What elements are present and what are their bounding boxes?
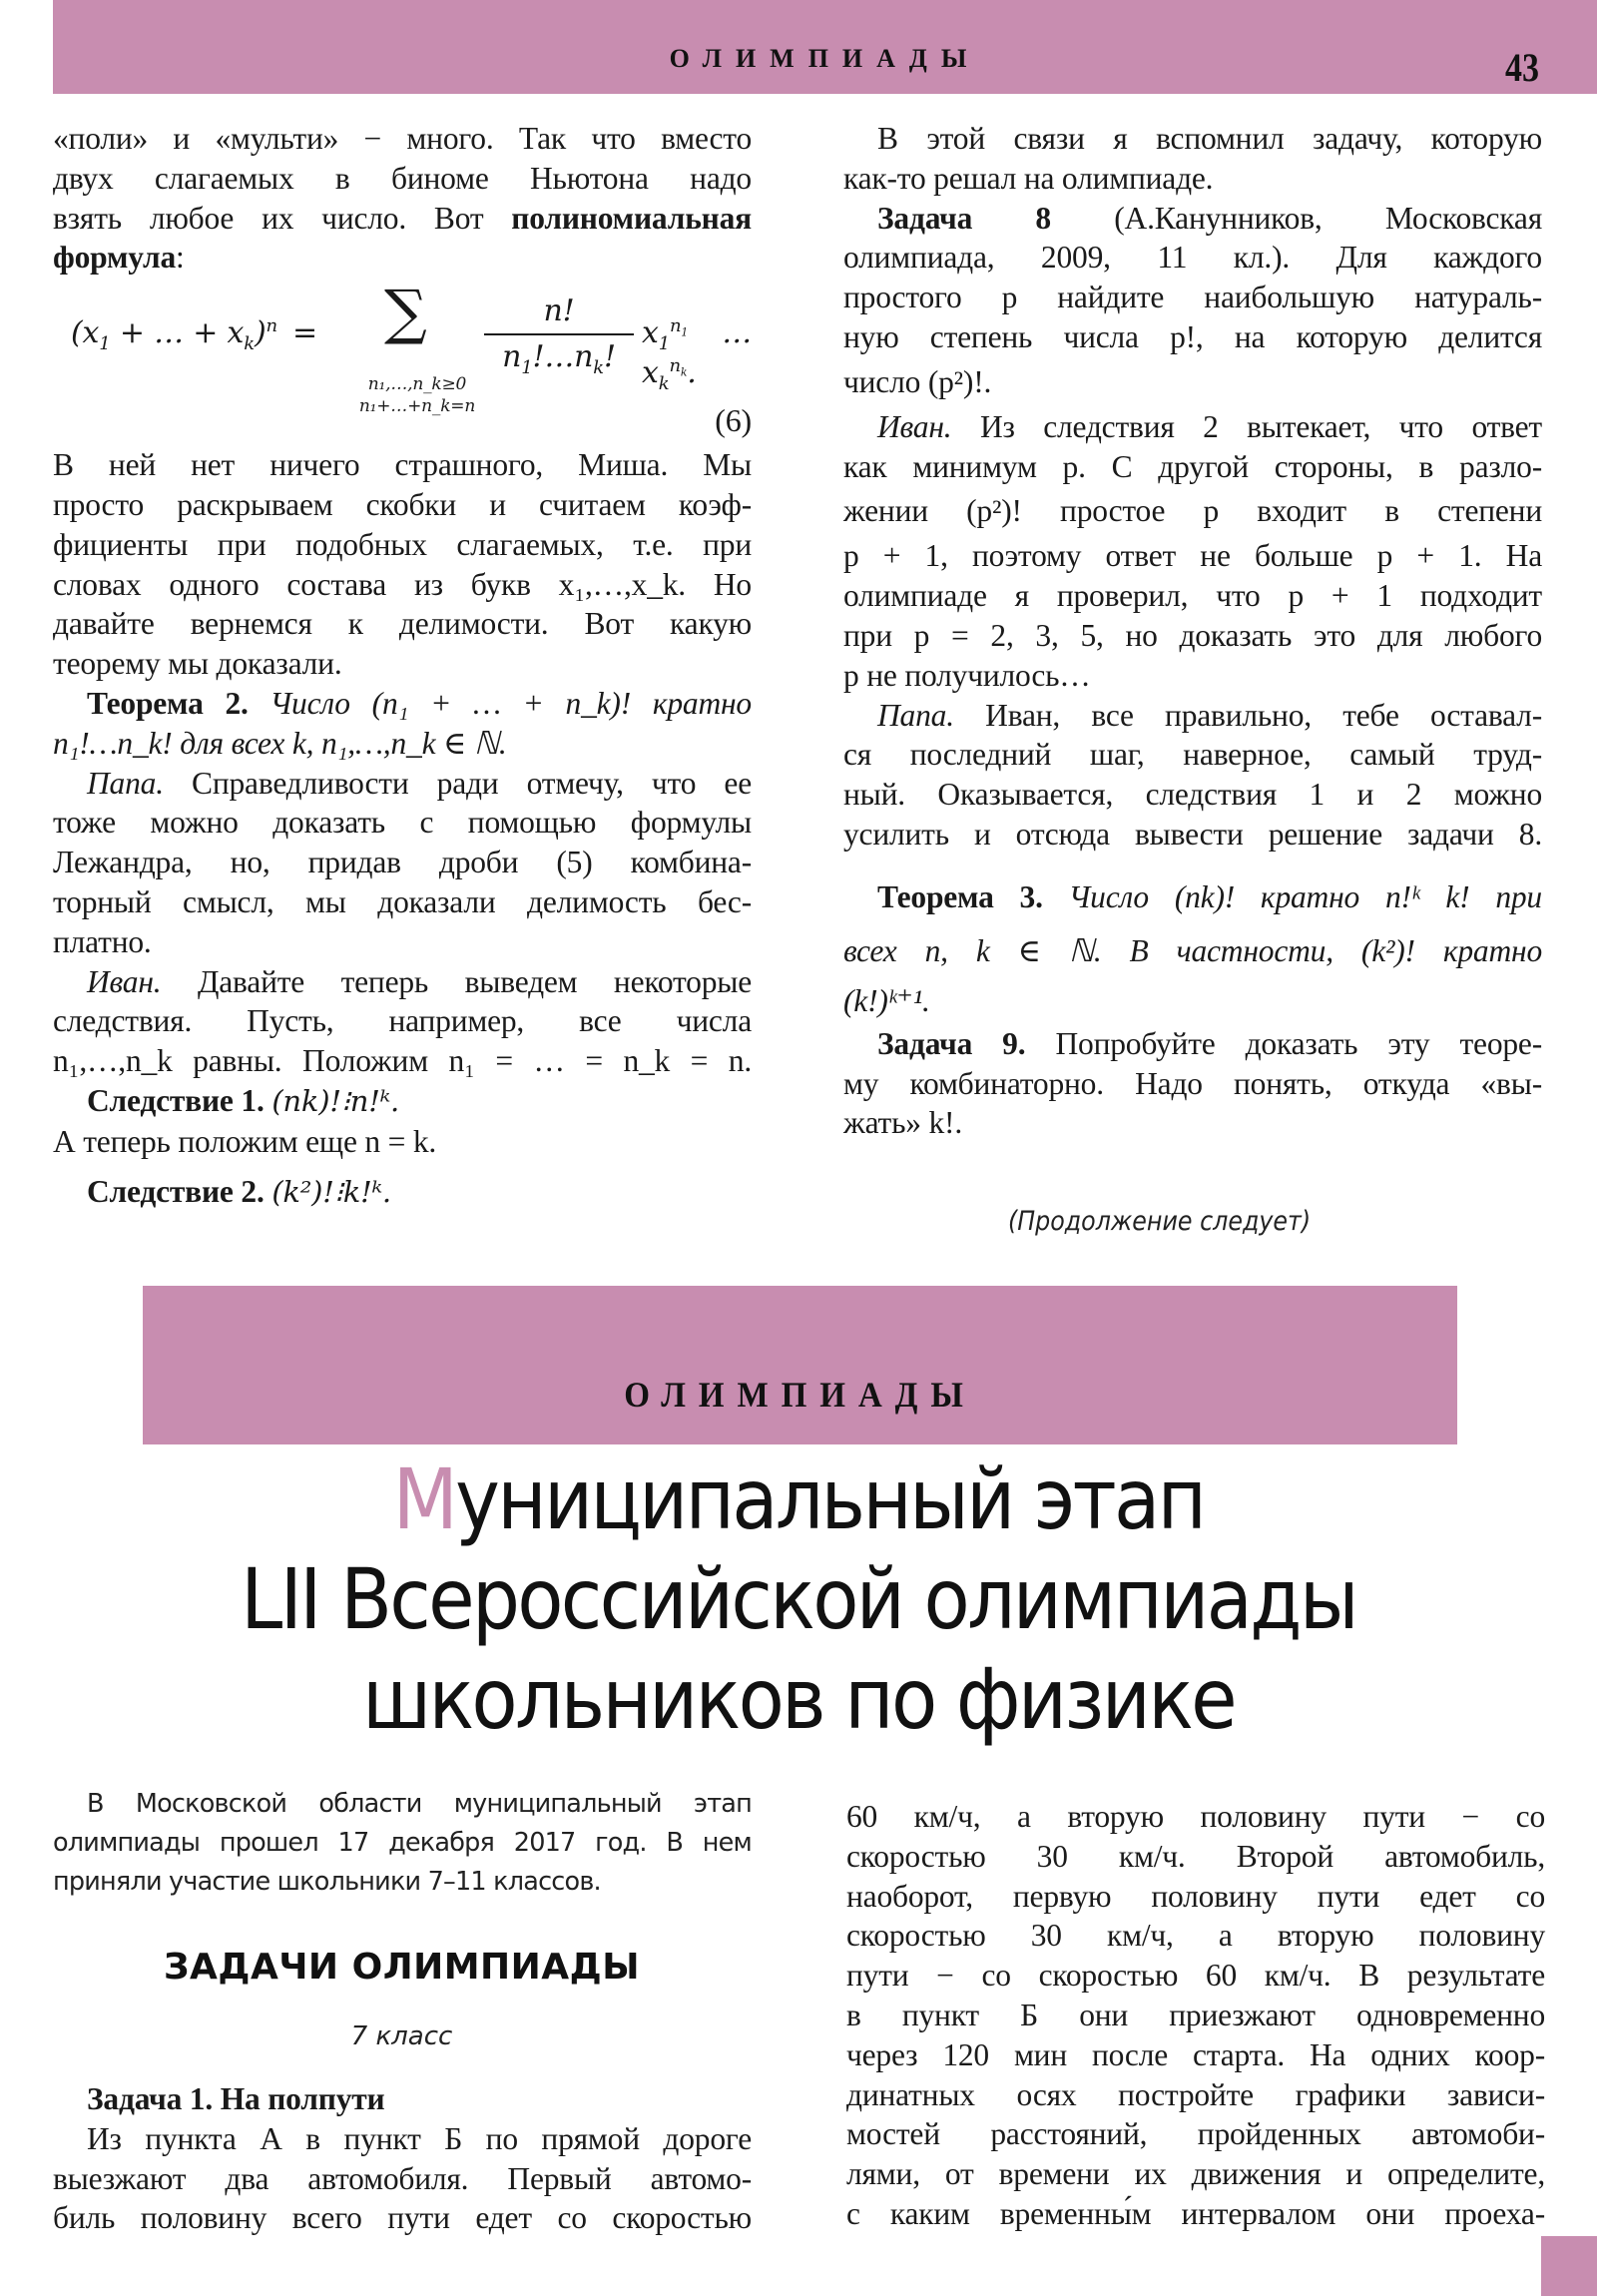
section-title: ОЛИМПИАДЫ [669,44,981,73]
text-line: следствия. Пусть, например, все числа [53,1003,752,1039]
dialogue-papa [843,696,1542,855]
title-initial: М [392,1450,456,1548]
formula-lhs: ($x_1$ + … + $x_k)^n$ [71,315,277,355]
task-1-body-cont [846,1797,1545,2234]
speaker-label: Папа. [87,765,164,801]
text-line: ный. Оказывается, следствия 1 и 2 можно [843,777,1542,813]
text-line: Справедливости ради отмечу, что ее [192,765,752,801]
text-line: биль половину всего пути едет со скоростью [53,2200,752,2236]
text-line: лями, от времени их движения и определите, [846,2156,1545,2192]
right-column-prev-article [843,119,1542,1143]
formula-equals: = [292,315,317,351]
page-corner-marker [1541,2236,1597,2296]
title-line-3: школьников по физике [361,1650,1236,1748]
denominator: $n_1!\dots n_k$! [502,338,616,378]
task-label: Задача 9. [877,1025,1026,1061]
text-line: просто раскрываем скобки и считаем коэф- [53,486,752,522]
text-line: через 120 мин после старта. На одних коор- [846,2036,1545,2072]
text-line: p не получилось… [843,657,1091,693]
text-line: выезжают два автомобиля. Первый автомо- [53,2160,752,2196]
text-line: му комбинаторно. Надо понять, откуда «вы- [843,1065,1542,1101]
text-line: как минимум p. С другой стороны, в разло- [843,448,1542,484]
title-text: униципальный этап [455,1450,1205,1548]
theorem-label: Теорема 3. [877,878,1043,914]
text-line: В этой связи я вспомнил задачу, которую [877,121,1542,156]
sum-limits [332,373,502,417]
text-line: p + 1, поэтому ответ не больше p + 1. На [843,538,1542,574]
text-line: А теперь положим еще n = k. [53,1123,437,1159]
text-line: ся последний шаг, наверное, самый труд- [843,737,1542,773]
theorem-text: Число (nk)! кратно n!ᵏ k! при [1068,878,1542,914]
limit-1: n₁,…,n_k≥0 [367,374,467,395]
text-line: олимпиаде я проверил, что p + 1 подходит [843,578,1542,614]
text-line: В ней нет ничего страшного, Миша. Мы [53,447,752,483]
task-1-body [53,2119,752,2238]
polynomial-formula [53,278,752,439]
text-line: пути − со скоростью 60 км/ч. В результате [846,1958,1545,1994]
corollary-label: Следствие 2. [87,1173,265,1209]
text-line: число (p²)!. [843,363,992,399]
text-line: В Московской области муниципальный этап [87,1789,752,1819]
text-line: Иван, все правильно, тебе оставал- [985,697,1542,733]
text-line: теорему мы доказали. [53,646,342,682]
text-line: скоростью 30 км/ч. Второй автомобиль, [846,1838,1545,1874]
sum-symbol: ∑ [384,278,427,348]
text-line: n₁,…,n_k равны. Положим n₁ = … = n_k = n. [53,1043,752,1079]
text-line: (А.Канунников, Московская [1114,200,1542,236]
text-line: простого p найдите наибольшую натураль- [843,280,1542,315]
task-title: Задача 1. На полпути [87,2081,385,2116]
left-column-prev-article [53,119,752,1212]
corollary-1 [53,1081,752,1122]
text-line: в пункт Б они приезжают одновременно [846,1997,1545,2032]
text-line: ную степень числа p!, на которую делится [843,318,1542,354]
corollary-formula: (k²)!⁝k!ᵏ. [271,1174,391,1209]
text-line: мостей расстояний, пройденных автомоби- [846,2116,1545,2152]
paragraph-polynomial [53,119,752,278]
dialogue-ivan [843,407,1542,696]
limit-2: n₁+…+n_k=n [358,396,476,417]
speaker-label: Папа. [877,697,954,733]
title-line-2: LII Всероссийской олимпиады [241,1550,1356,1648]
article-intro [53,1785,752,1902]
tasks-heading: ЗАДАЧИ ОЛИМПИАДЫ [163,1947,641,1988]
section-title: ОЛИМПИАДЫ [624,1375,976,1415]
corollary-label: Следствие 1. [87,1082,265,1118]
numerator: n! [484,291,634,335]
page-number: 43 [1505,45,1539,90]
title-line-1 [80,1449,1517,1549]
term-bold: полиномиальная [511,200,752,236]
grade-heading: 7 класс [350,2021,453,2051]
theorem-3 [843,870,1542,1024]
theorem-text: n₁!…n_k! для всех k, n₁,…,n_k ∈ ℕ. [53,725,507,761]
text-line: Попробуйте доказать эту теоре- [1055,1025,1543,1061]
theorem-label: Теорема 2. [87,685,249,721]
task-9 [843,1024,1542,1143]
text-line: наоборот, первую половину пути едет со [846,1878,1545,1914]
corollary-2 [53,1172,752,1213]
text-line: олимпиада, 2009, 11 кл.). Для каждого [843,240,1542,276]
text-line: с каким временны́м интервалом они проеха- [846,2195,1545,2231]
text-line: платно. [53,923,152,959]
article-title [0,1449,1597,1749]
text-line: фициенты при подобных слагаемых, т.е. при [53,526,752,562]
theorem-text: всех n, k ∈ ℕ. В частности, (k²)! кратно [843,932,1542,968]
text-line: жать» k!. [843,1105,963,1141]
to-be-continued: (Продолжение следует) [1008,1206,1312,1237]
dialogue-ivan [53,962,752,1081]
text-line: давайте вернемся к делимости. Вот какую [53,606,752,642]
task-label: Задача 8 [877,200,1051,236]
theorem-2 [53,684,752,764]
term-bold: формула [53,240,177,276]
text-line: Из следствия 2 вытекает, что ответ [979,408,1542,444]
text-line: усилить и отсюда вывести решение задачи 8. [843,816,1542,852]
text-line: Лежандра, но, придав дроби (5) комбина- [53,845,752,880]
dialogue-papa [53,764,752,962]
task-1-left [53,2079,752,2238]
section-banner [143,1286,1457,1444]
text-line: жении (p²)! простое p входит в степени [843,493,1542,529]
text-line: как-то решал на олимпиаде. [843,160,1214,196]
task-1-right [846,1797,1545,2234]
text-line: при p = 2, 3, 5, но доказать это для любого [843,617,1542,653]
running-header [53,0,1597,94]
text-line: словах одного состава из букв x₁,…,x_k. Но [53,566,752,602]
text-line: тоже можно доказать с помощью формулы [53,805,752,841]
text-line: двух слагаемых в биноме Ньютона надо [53,160,752,196]
theorem-text: Число (n₁ + … + n_k)! кратно [269,685,752,721]
text-line: олимпиады прошел 17 декабря 2017 год. В нем [53,1828,752,1858]
paragraph-transition [53,1122,752,1162]
text-line: взять любое их число. Вот [53,200,512,236]
fraction [484,291,634,377]
task-1-title [53,2079,752,2119]
text-line: Давайте теперь выведем некоторые [197,963,752,999]
text-line: 60 км/ч, а вторую половину пути − со [846,1799,1545,1834]
text-line: «поли» и «мульти» − много. Так что вместо [53,121,752,156]
speaker-label: Иван. [87,963,162,999]
text-line: скоростью 30 км/ч, а вторую половину [846,1918,1545,1954]
text-line: приняли участие школьники 7–11 классов. [53,1867,601,1897]
punctuation: : [176,240,185,276]
equation-number: (6) [715,402,752,439]
speaker-label: Иван. [877,408,952,444]
text-line: Из пункта А в пункт Б по прямой дороге [87,2120,752,2156]
theorem-text: (k!)ᵏ⁺¹. [843,982,930,1018]
text-line: торный смысл, мы доказали делимость бес- [53,883,752,919]
corollary-formula: (nk)!⁝n!ᵏ. [271,1083,400,1118]
paragraph-recall [843,119,1542,199]
text-line: динатных осях постройте графики зависи- [846,2076,1545,2112]
formula-tail: $x_1^{n_1}$ $\dots x_k^{n_k}$. [642,315,752,394]
paragraph-explanation [53,445,752,684]
task-8 [843,199,1542,407]
